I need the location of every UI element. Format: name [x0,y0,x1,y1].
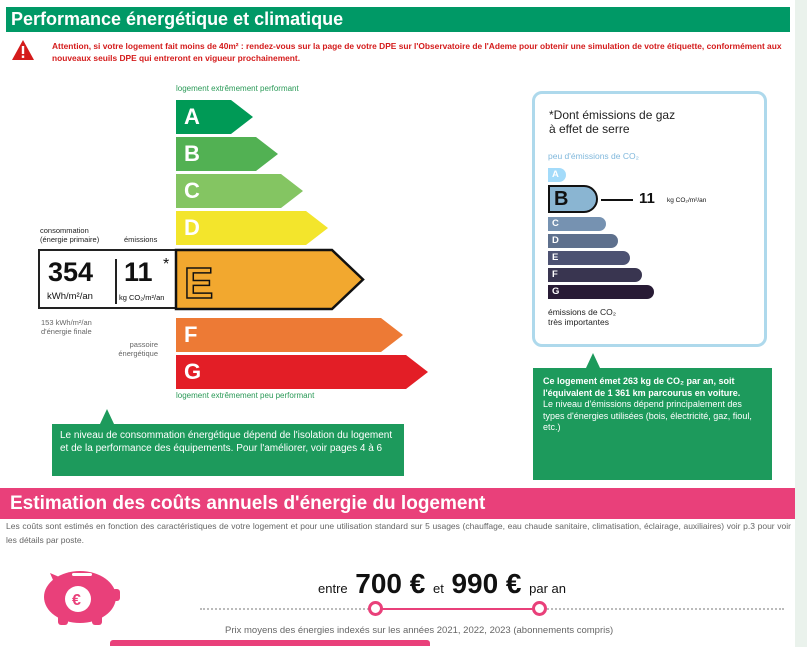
consumption-value: 354 [48,257,94,287]
ges-class-f: F [548,268,642,282]
ges-label-box [532,91,767,347]
min-cost: 700 € [355,568,426,599]
ges-note-bold: Ce logement émet 263 kg de CO₂ par an, soit l'équivalent de 1 361 km parcourus en voiture. [543,376,741,398]
svg-text:€: € [72,592,81,609]
warning-icon [11,39,35,61]
energy-class-a: A [176,100,231,134]
emission-value: 11 [124,257,153,287]
ges-class-b: B [548,185,598,213]
consumption-label: consommation (énergie primaire) [40,226,100,244]
piggy-bank-euro-icon [30,559,122,629]
energy-label-bottom: logement extrêmement peu performant [176,391,315,400]
ges-class-c: C [548,217,606,231]
costs-intro: Les coûts sont estimés en fonction des caractéristiques de votre logement et pour une utilisation standard sur 5 usages (chauffage, eau chaude sanitaire, climatisation, éclairage, auxiliaires) voir p.3 pour voir les détails par poste. [6,521,791,545]
costs-pointer [110,640,430,646]
emission-unit: kg CO₂/m²/an [119,293,165,302]
cost-range: entre 700 € et 990 € par an [318,568,567,599]
energy-class-arrow [256,137,278,171]
ges-class-d: D [548,234,618,248]
emission-star: * [163,256,170,273]
consumption-box [38,249,176,309]
passoire-label: passoire énergétique [118,340,158,358]
ges-note-pointer [586,353,600,368]
ges-note [533,368,772,480]
ges-label-bottom: émissions de CO₂ très importantes [548,307,617,327]
energy-label-top: logement extrêmement performant [176,84,299,93]
energy-class-d: D [176,211,306,245]
ges-title: *Dont émissions de gaz à effet de serre [549,108,676,136]
cost-range-line [375,608,540,610]
energy-class-f: F [176,318,381,352]
emissions-label: émissions [124,235,158,244]
box-separator [115,259,117,304]
max-cost: 990 € [451,568,522,599]
energy-note: Le niveau de consommation énergétique dépend de l'isolation du logement et de la performance des équipements. Pour l'améliorer, voir pages 4 à 6 [52,424,404,476]
price-note: Prix moyens des énergies indexés sur les années 2021, 2022, 2023 (abonnements compris) [225,625,614,636]
energy-class-b: B [176,137,256,171]
energy-class-arrow [381,318,403,352]
ges-class-e: E [548,251,630,265]
ges-label-top: peu d'émissions de CO₂ [548,151,639,161]
ges-value: 11 [639,190,655,207]
energy-class-g: G [176,355,406,389]
energy-class-arrow [406,355,428,389]
ges-class-g: G [548,285,654,299]
ges-pointer-line [601,199,633,201]
energy-class-c: C [176,174,281,208]
annual-costs-section [0,484,795,647]
section-title-performance: Performance énergétique et climatique [6,7,790,32]
svg-text:E: E [184,259,214,308]
energy-class-arrow [281,174,303,208]
warning-text: Attention, si votre logement fait moins de 40m² : rendez-vous sur la page de votre DPE sur l'Observatoire de l'Ademe pour obtenir une simulation de votre étiquette, conformément aux nouveaux seuils DPE qui entreront en vigueur prochainement. [52,41,782,63]
ges-unit: kg CO₂/m²/an [667,197,707,204]
final-energy-label: 153 kWh/m²/an d'énergie finale [41,318,92,336]
section-title-costs: Estimation des coûts annuels d'énergie du logement [0,488,795,519]
max-cost-dot [532,601,547,616]
note-pointer [100,409,114,424]
energy-class-arrow [231,100,253,134]
min-cost-dot [368,601,383,616]
current-energy-class-e [172,248,366,311]
ges-note-text: Le niveau d'émissions dépend principalement des types d'énergies utilisées (bois, électricité, gaz, fioul, etc.) [543,399,752,432]
consumption-unit: kWh/m²/an [47,291,93,302]
ges-class-a: A [548,168,566,182]
energy-class-arrow [306,211,328,245]
